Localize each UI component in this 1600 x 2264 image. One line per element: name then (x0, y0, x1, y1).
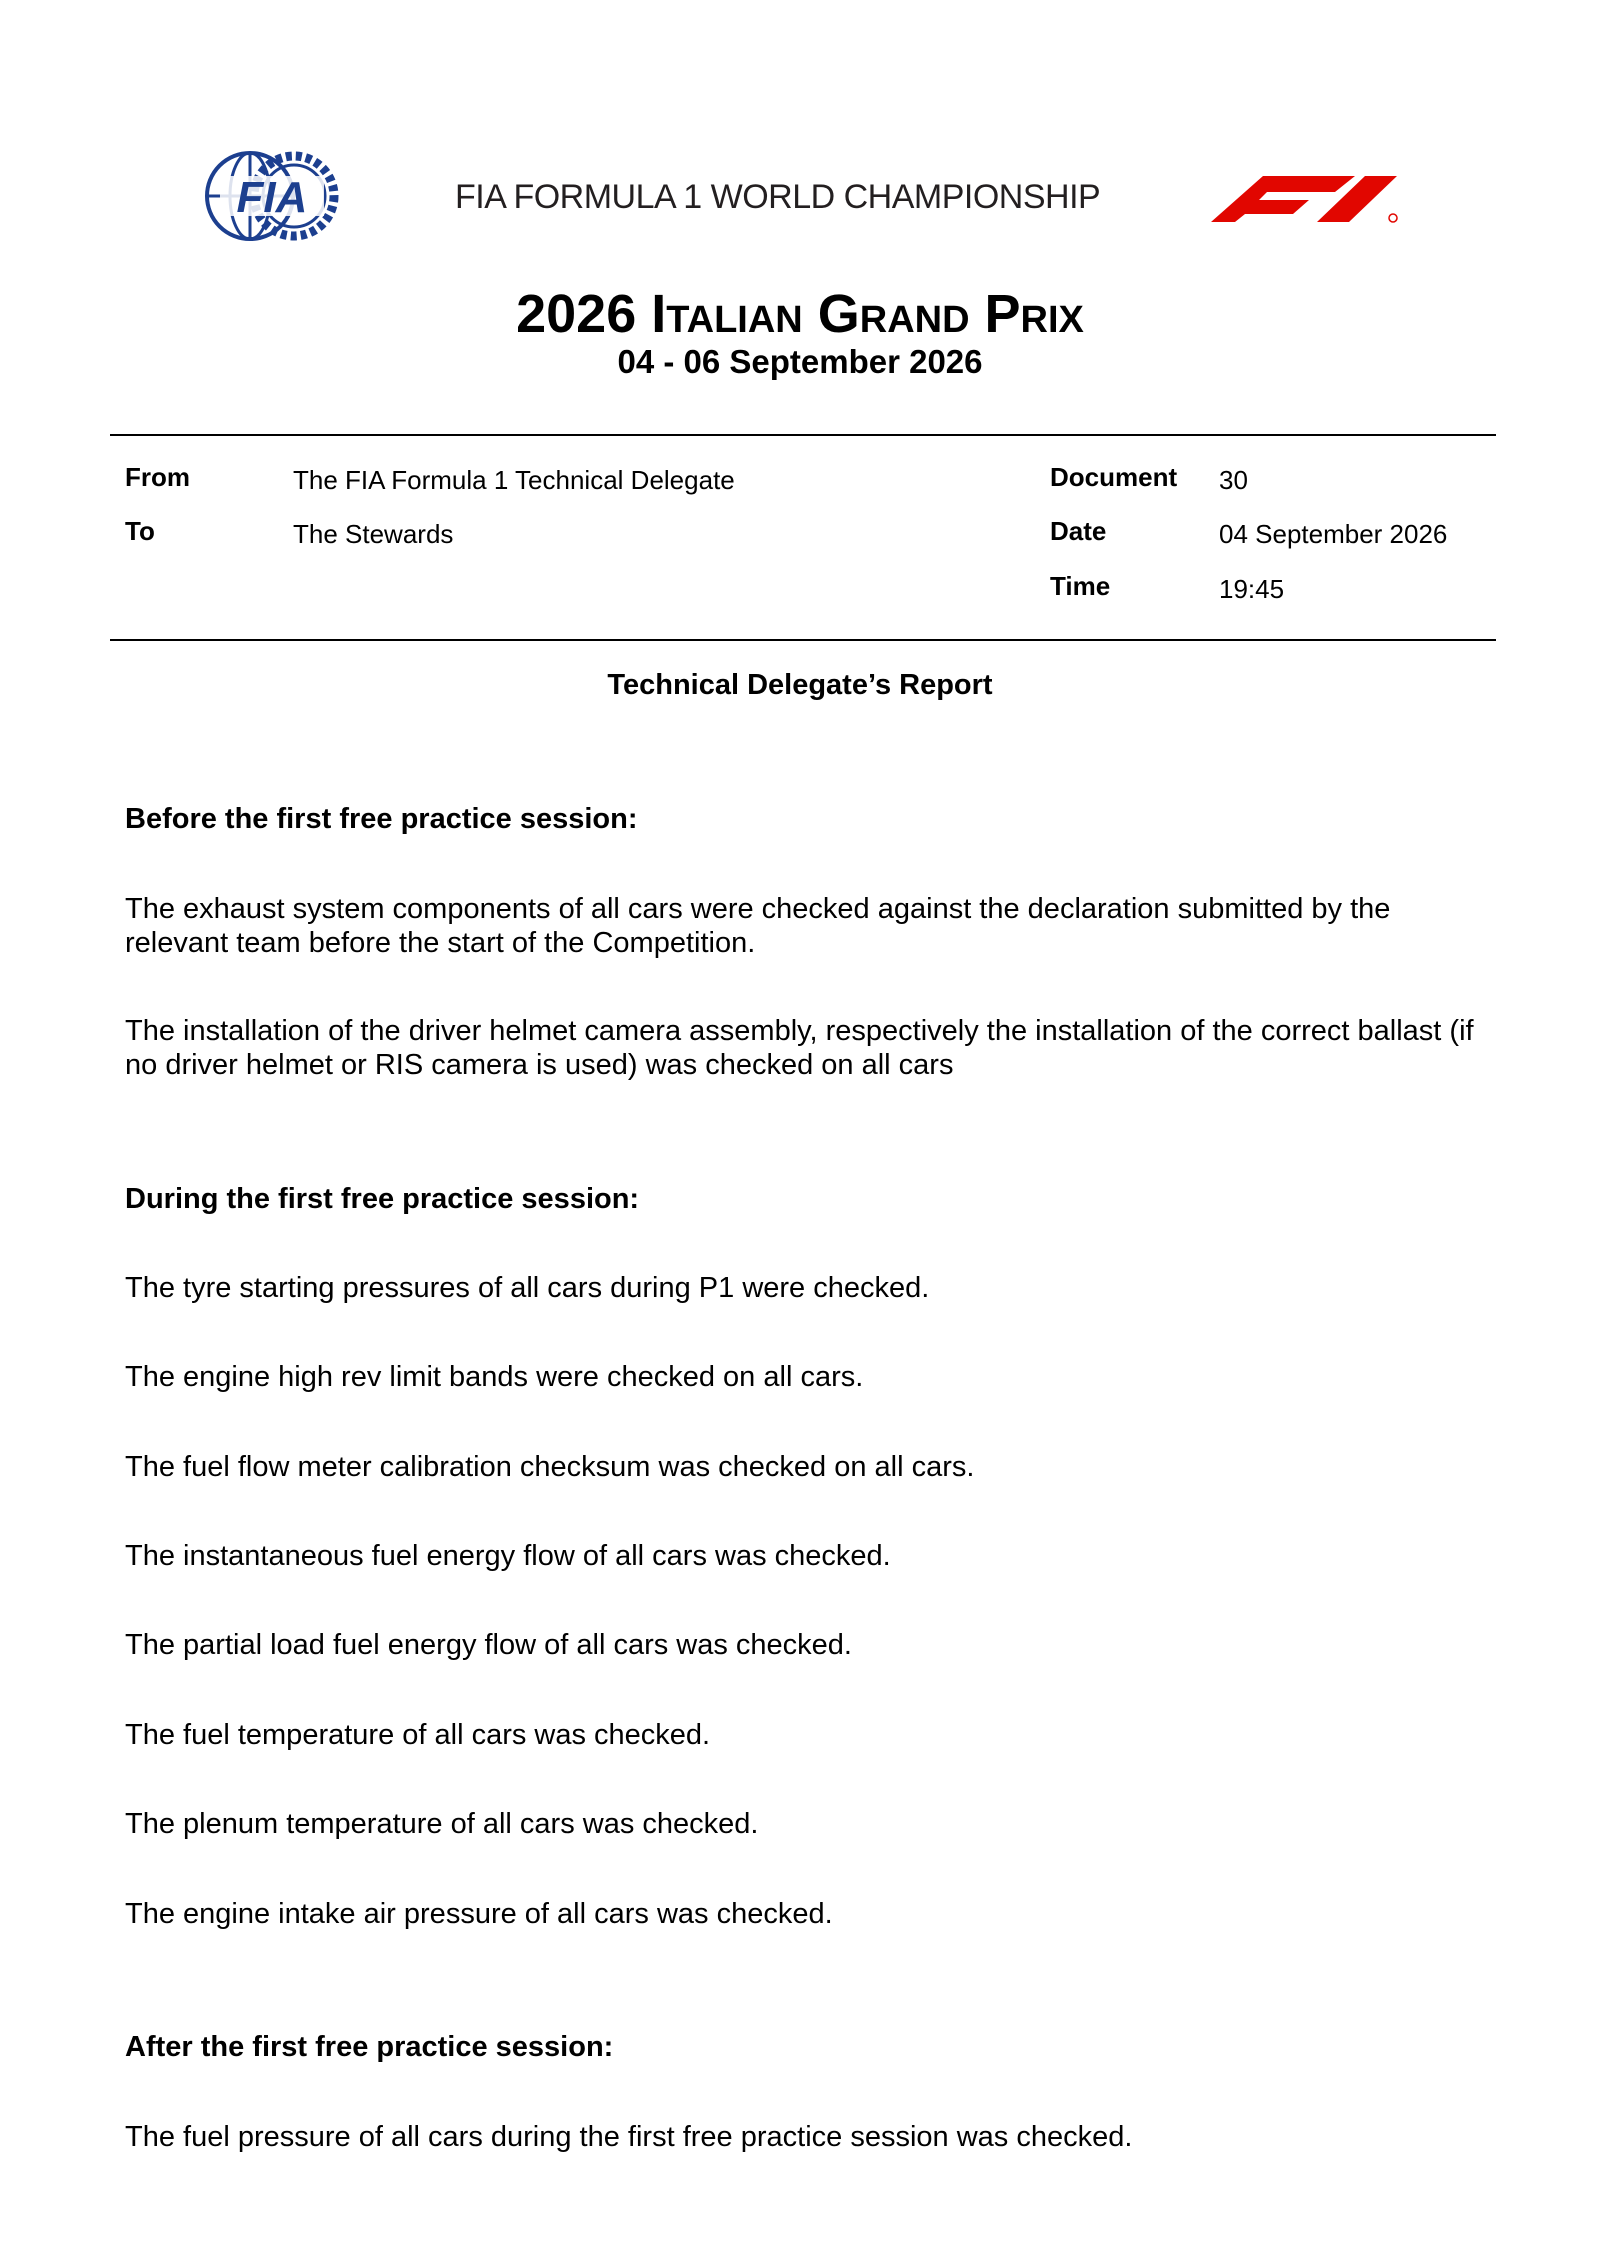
event-title-name: Italian Grand Prix (651, 284, 1084, 344)
f1-logo-icon (1205, 170, 1403, 226)
paragraph: The engine high rev limit bands were checked on all cars. (125, 1361, 864, 1393)
from-value: The FIA Formula 1 Technical Delegate (293, 465, 735, 495)
report-title: Technical Delegate’s Report (607, 669, 993, 701)
divider-bottom (110, 639, 1496, 641)
paragraph: The plenum temperature of all cars was checked. (125, 1808, 759, 1840)
paragraph: The fuel temperature of all cars was checked. (125, 1719, 711, 1751)
paragraph: The engine intake air pressure of all cars was checked. (125, 1898, 833, 1930)
paragraph: The fuel pressure of all cars during the first free practice session was checked. (125, 2121, 1133, 2153)
paragraph: The instantaneous fuel energy flow of all cars was checked. (125, 1540, 891, 1572)
event-title-year: 2026 (516, 284, 652, 344)
paragraph: The partial load fuel energy flow of all cars was checked. (125, 1629, 852, 1661)
time-value: 19:45 (1219, 574, 1285, 604)
paragraph: The fuel flow meter calibration checksum was checked on all cars. (125, 1451, 975, 1483)
fia-logo-text: FIA (236, 173, 308, 222)
time-label: Time (1050, 571, 1111, 601)
to-label: To (125, 516, 155, 546)
section-heading: Before the first free practice session: (125, 803, 638, 835)
from-label: From (125, 462, 190, 492)
fia-logo-icon (202, 146, 340, 246)
document-label: Document (1050, 462, 1178, 492)
divider-top (110, 434, 1496, 436)
paragraph: The tyre starting pressures of all cars during P1 were checked. (125, 1272, 930, 1304)
event-dates: 04 - 06 September 2026 (617, 343, 983, 380)
date-value: 04 September 2026 (1219, 519, 1448, 549)
paragraph: The exhaust system components of all cars were checked against the declaration submitted by the relevant team before the start of the Competition. (125, 893, 1391, 959)
section-heading: After the first free practice session: (125, 2031, 614, 2063)
to-value: The Stewards (293, 519, 454, 549)
section-heading: During the first free practice session: (125, 1183, 640, 1215)
event-title (0, 284, 1600, 344)
championship-title: FIA FORMULA 1 WORLD CHAMPIONSHIP (455, 178, 1101, 216)
document-value: 30 (1219, 465, 1248, 495)
date-label: Date (1050, 516, 1107, 546)
paragraph: The installation of the driver helmet camera assembly, respectively the installation of the correct ballast (if no driver helmet or RIS camera is used) was checked on all cars (125, 1015, 1474, 1081)
